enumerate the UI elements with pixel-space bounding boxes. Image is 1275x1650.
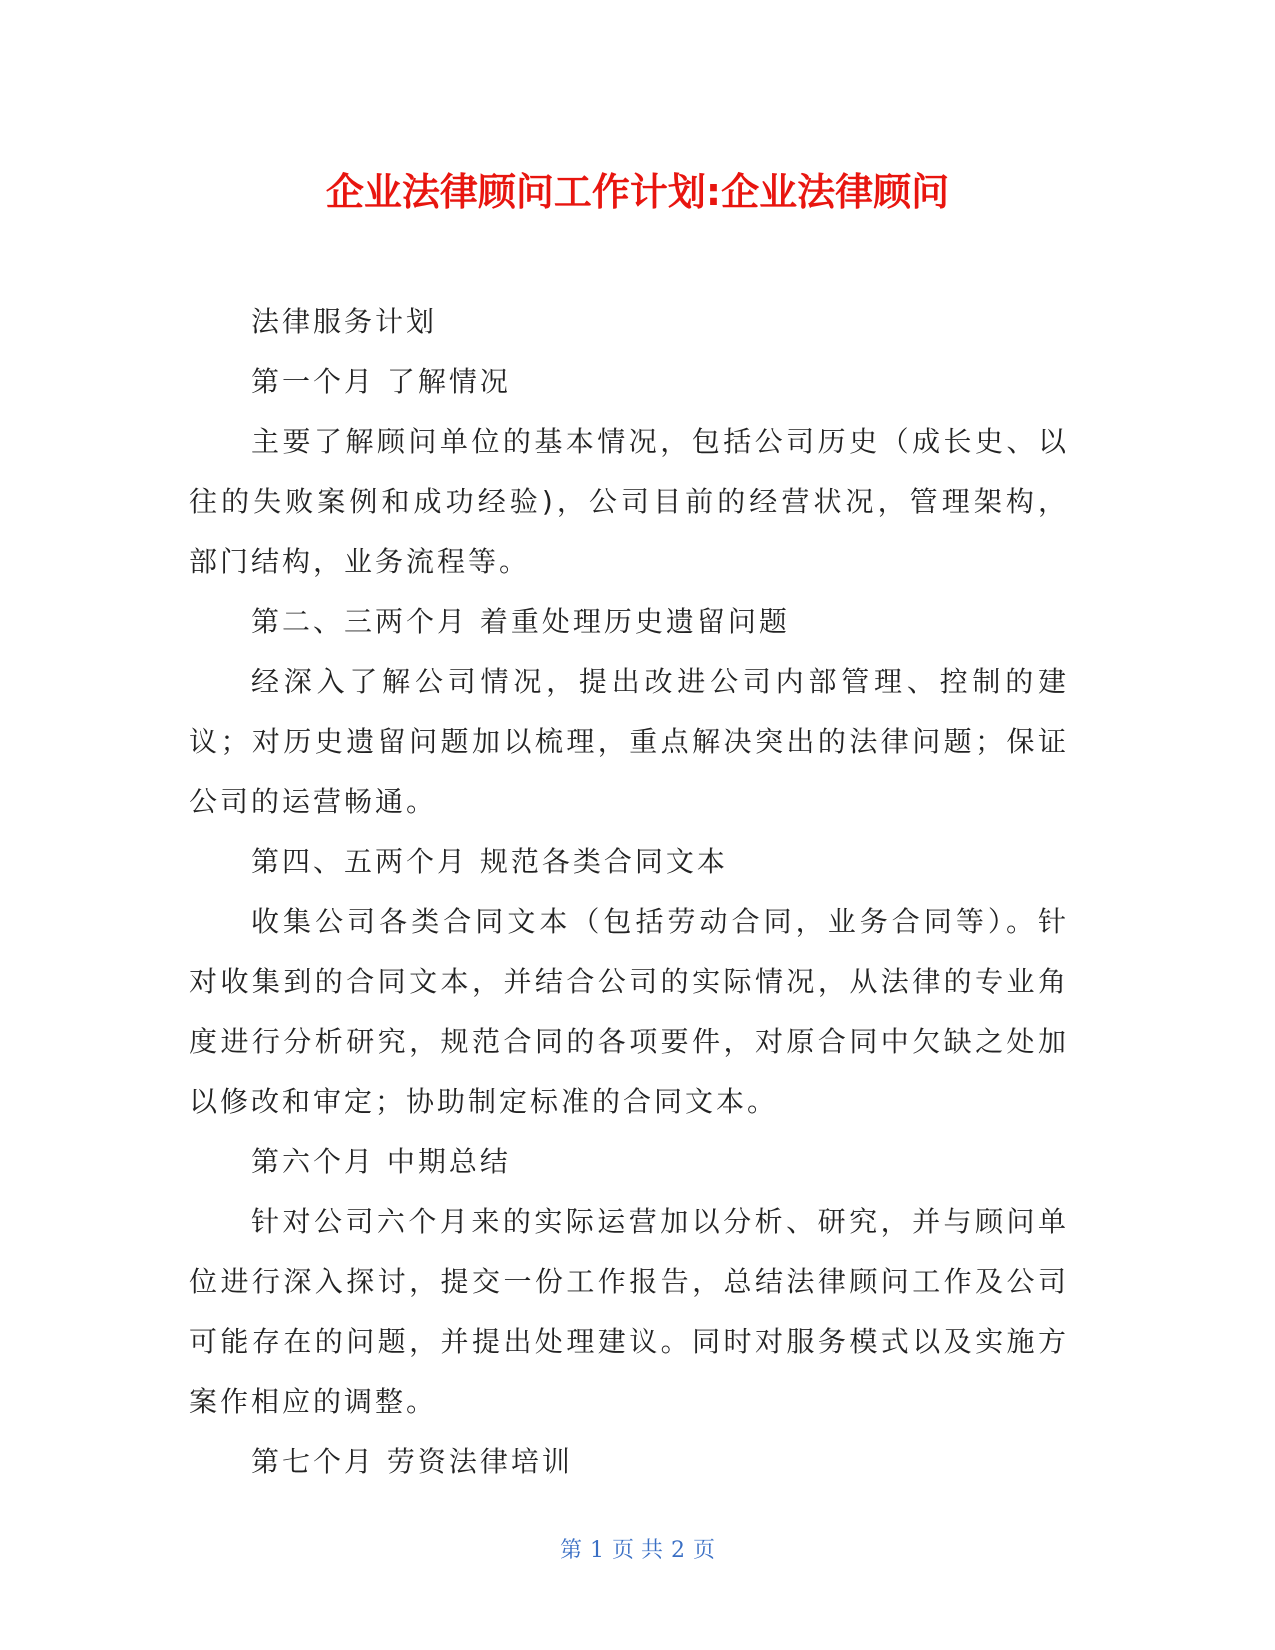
footer-total-pages: 2	[671, 1538, 685, 1563]
paragraph-month-4-5-heading: 第四、五两个月 规范各类合同文本	[251, 845, 728, 878]
footer-middle: 页 共	[612, 1538, 663, 1563]
paragraph-plan-heading: 法律服务计划	[251, 305, 438, 338]
paragraph-month-4-5-body: 收集公司各类合同文本（包括劳动合同，业务合同等）。针对收集到的合同文本，并结合公司的实际情况，从法律的专业角度进行分析研究，规范合同的各项要件，对原合同中欠缺之处加以修改和审定；协助制定标准的合同文本。	[189, 905, 1069, 1118]
paragraph-month-6-heading: 第六个月 中期总结	[251, 1145, 511, 1178]
paragraph-month-7-heading: 第七个月 劳资法律培训	[251, 1445, 573, 1478]
paragraph-month-1-body: 主要了解顾问单位的基本情况，包括公司历史（成长史、以往的失败案例和成功经验)，公司目前的经营状况，管理架构，部门结构，业务流程等。	[189, 425, 1069, 578]
paragraph-month-2-3-body: 经深入了解公司情况，提出改进公司内部管理、控制的建议；对历史遗留问题加以梳理，重点解决突出的法律问题；保证公司的运营畅通。	[189, 665, 1069, 818]
footer-suffix: 页	[693, 1538, 716, 1563]
paragraph-month-6-body: 针对公司六个月来的实际运营加以分析、研究，并与顾问单位进行深入探讨，提交一份工作报告，总结法律顾问工作及公司可能存在的问题，并提出处理建议。同时对服务模式以及实施方案作相应的调整。	[189, 1205, 1069, 1418]
paragraph-month-1-heading: 第一个月 了解情况	[251, 365, 511, 398]
paragraph-month-2-3-heading: 第二、三两个月 着重处理历史遗留问题	[251, 605, 790, 638]
document-title: 企业法律顾问工作计划:企业法律顾问	[325, 170, 950, 214]
page-footer	[0, 1536, 1275, 1566]
footer-prefix: 第	[559, 1538, 582, 1563]
footer-current-page: 1	[590, 1538, 604, 1563]
document-body	[189, 292, 1069, 1492]
